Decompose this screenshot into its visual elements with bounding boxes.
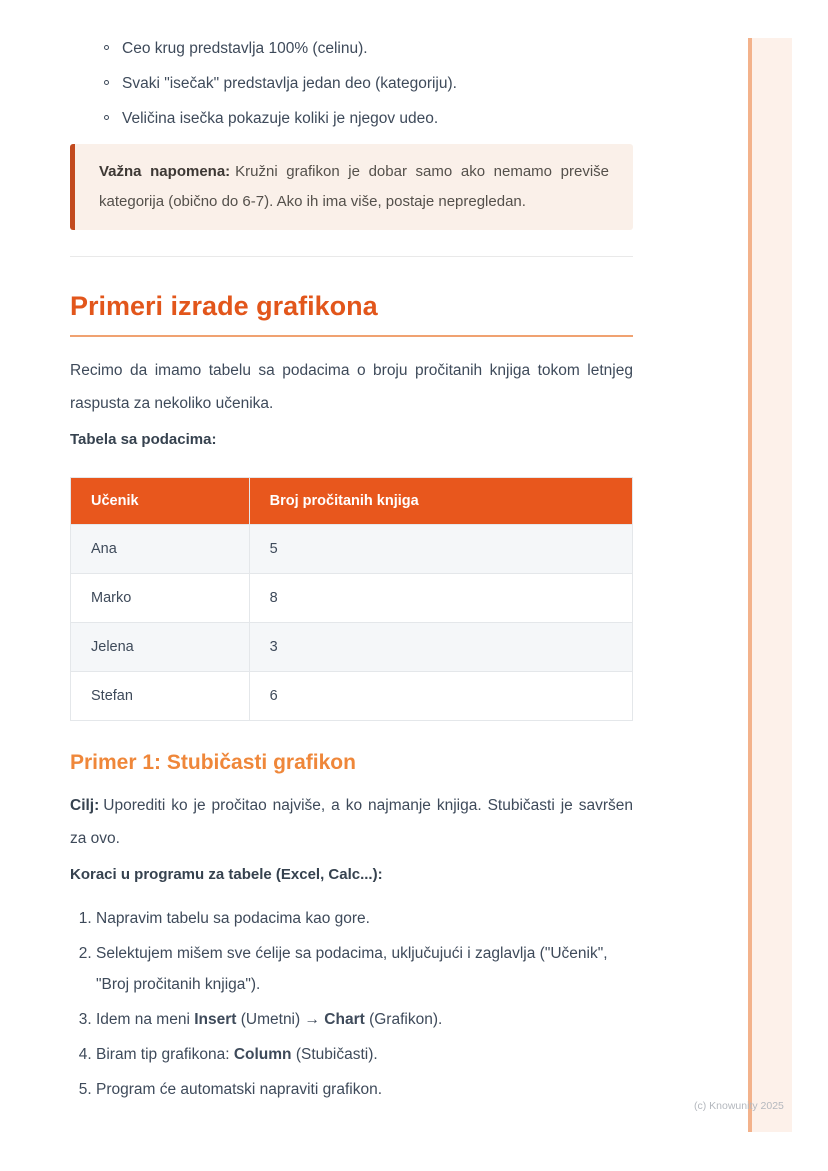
table-label: Tabela sa podacima: [70, 431, 217, 448]
table-head [71, 478, 633, 525]
table-body [71, 525, 633, 721]
cell-book-count: 3 [249, 623, 632, 672]
step-item: 4. Biram tip grafikona: Column (Stubičasti). [96, 1039, 633, 1070]
steps-list [70, 903, 633, 1105]
document-content [70, 38, 633, 1109]
bullet-list-item [70, 108, 633, 130]
table-row [71, 672, 633, 721]
section-divider [70, 256, 633, 257]
cell-book-count: 6 [249, 672, 632, 721]
table-row [71, 574, 633, 623]
cell-student-name: Jelena [71, 623, 250, 672]
footer-copyright: (c) Knowunity 2025 [694, 1100, 784, 1112]
step-item: 2. Selektujem mišem sve ćelije sa podacima, uključujući i zaglavlja ("Učenik", "Broj pročitanih knjiga"). [96, 938, 633, 1000]
table-header-row [71, 478, 633, 525]
cell-student-name: Stefan [71, 672, 250, 721]
cell-student-name: Ana [71, 525, 250, 574]
section-title: Primeri izrade grafikona [70, 291, 378, 321]
bullet-item-text: Veličina isečka pokazuje koliki je njegov udeo. [122, 110, 439, 127]
step-item: 5. Program će automatski napraviti grafikon. [96, 1074, 633, 1105]
intro-bullet-list [70, 38, 633, 130]
circle-bullet-icon [104, 45, 109, 50]
goal-label: Cilj: [70, 797, 100, 814]
students-books-table [70, 477, 633, 721]
bullet-item-text: Svaki "isečak" predstavlja jedan deo (kategoriju). [122, 75, 457, 92]
example-title: Primer 1: Stubičasti grafikon [70, 751, 356, 774]
note-paragraph [99, 157, 609, 217]
table-row [71, 525, 633, 574]
step-item: 1. Napravim tabelu sa podacima kao gore. [96, 903, 633, 934]
step-item: 3. Idem na meni Insert (Umetni) → Chart (Grafikon). [96, 1004, 633, 1035]
important-note-callout [70, 144, 633, 230]
cell-student-name: Marko [71, 574, 250, 623]
note-text: Kružni grafikon je dobar samo ako nemamo previše kategorija (obično do 6-7). Ako ih ima više, postaje nepregledan. [99, 163, 609, 210]
circle-bullet-icon [104, 80, 109, 85]
cell-book-count: 5 [249, 525, 632, 574]
bullet-item-text: Ceo krug predstavlja 100% (celinu). [122, 40, 368, 57]
bullet-list-item [70, 38, 633, 60]
goal-text: Uporediti ko je pročitao najviše, a ko najmanje knjiga. Stubičasti je savršen za ovo. [70, 797, 633, 847]
column-header: Učenik [71, 478, 250, 525]
intro-paragraph: Recimo da imamo tabelu sa podacima o broju pročitanih knjiga tokom letnjeg raspusta za nekoliko učenika. [70, 362, 633, 412]
cell-book-count: 8 [249, 574, 632, 623]
goal-paragraph [70, 789, 633, 855]
section-title-underline [70, 290, 633, 337]
circle-bullet-icon [104, 115, 109, 120]
bullet-list-item [70, 73, 633, 95]
column-header: Broj pročitanih knjiga [249, 478, 632, 525]
page-margin-stripe [748, 38, 792, 1132]
steps-label: Koraci u programu za tabele (Excel, Calc...): [70, 866, 383, 883]
note-label: Važna napomena: [99, 163, 231, 180]
table-row [71, 623, 633, 672]
